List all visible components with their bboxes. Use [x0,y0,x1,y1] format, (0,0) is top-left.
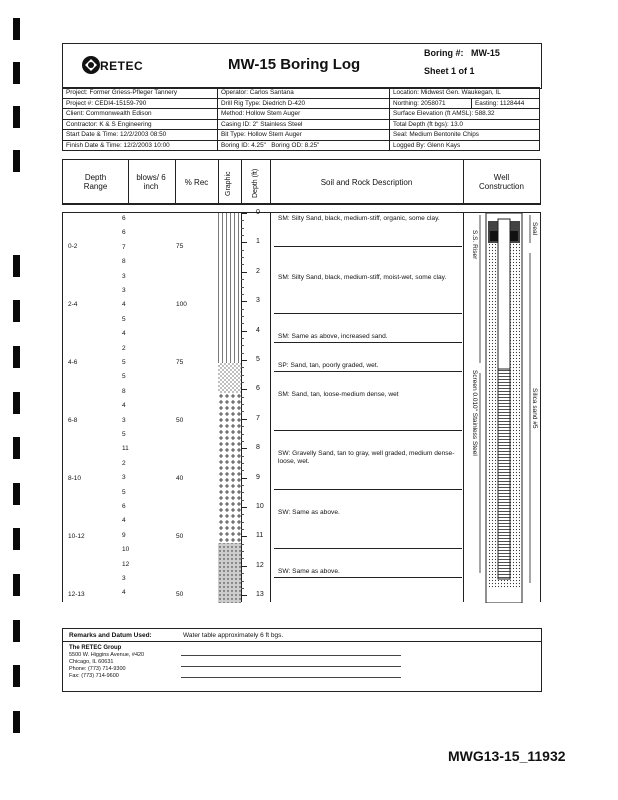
grid-line [62,203,541,204]
retec-logo-icon [80,54,102,76]
recovery: 75 [176,359,184,366]
info-total-depth: Total Depth (ft bgs): 13.0 [390,119,540,130]
depth-minor-tick [241,426,244,427]
info-casing: Casing ID: 2" Stainless Steel [218,119,390,130]
grid-line [540,212,541,602]
binder-mark [13,392,20,414]
binder-mark [13,437,20,459]
soil-graphic [218,213,241,603]
depth-minor-tick [241,588,244,589]
info-method: Method: Hollow Stem Auger [218,109,390,120]
depth-tick [241,213,247,214]
depth-range: 10-12 [68,533,85,540]
depth-minor-tick [241,404,244,405]
soil-sw-pattern [218,393,241,543]
soil-description: SP: Sand, tan, poorly graded, wet. [278,362,379,369]
soil-description: SM: Sand, tan, loose-medium dense, wet [278,391,399,399]
info-client: Client: Commonwealth Edison [63,109,218,120]
remarks-address1: 5500 W. Higgins Avenue, #420 [69,652,145,658]
remarks-text: Water table approximately 6 ft bgs. [183,632,284,639]
soil-description: SW: Same as above. [278,509,340,516]
depth-tick [241,301,247,302]
document-id: MWG13-15_11932 [448,748,566,764]
grid-line [270,212,271,602]
col-graphic-label: Graphic [225,171,232,196]
soil-sm-pattern [218,213,241,363]
description-divider [274,342,462,343]
blow-count: 2 [122,344,126,352]
depth-minor-tick [241,309,244,310]
depth-tick [241,360,247,361]
depth-minor-tick [241,345,244,346]
depth-tick [241,389,247,390]
binder-mark [13,620,20,642]
depth-minor-tick [241,529,244,530]
depth-tick [241,419,247,420]
remarks-line [181,677,401,678]
remarks-label: Remarks and Datum Used: [69,632,152,639]
well-screen [498,369,510,579]
info-surface-elev: Surface Elevation (ft AMSL): 588.32 [390,109,540,120]
depth-minor-tick [241,514,244,515]
soil-description: SW: Same as above. [278,567,340,575]
project-info-table [62,87,540,151]
blow-count: 10 [122,546,130,554]
depth-label: 9 [256,473,260,481]
depth-minor-tick [241,463,244,464]
blow-count: 4 [122,589,126,597]
depth-minor-tick [241,441,244,442]
blow-count: 5 [122,315,126,323]
well-riser [498,219,510,369]
blow-count: 2 [122,459,126,467]
depth-label: 7 [256,414,260,422]
depth-minor-tick [241,375,244,376]
well-screen-label: Screen 0.010" Stainless Steel [471,370,478,456]
depth-minor-tick [241,235,244,236]
depth-label: 3 [256,297,260,305]
binder-mark [13,483,20,505]
blow-count: 5 [122,359,126,366]
depth-tick [241,536,247,537]
blow-count: 6 [122,215,126,222]
col-rec: % Rec [175,159,219,205]
depth-minor-tick [241,397,244,398]
binder-mark [13,255,20,277]
depth-range: 12-13 [68,591,85,598]
depth-label: 12 [256,561,264,569]
well-filter-label: Silica sand #5 [531,388,538,429]
blow-count: 4 [122,301,126,309]
depth-minor-tick [241,522,244,523]
recovery: 50 [176,591,184,598]
depth-minor-tick [241,573,244,574]
blow-count: 7 [122,243,126,251]
depth-minor-tick [241,250,244,251]
depth-minor-tick [241,367,244,368]
recovery: 100 [176,301,187,308]
depth-minor-tick [241,228,244,229]
info-project-no: Project #: CEDI4-15159-790 [63,98,218,109]
info-contractor: Contractor: K & S Engineering [63,119,218,130]
info-easting: Easting: 1128444 [472,98,540,109]
depth-range: 6-8 [68,417,78,424]
depth-minor-tick [241,338,244,339]
soil-sp-pattern [218,363,241,393]
col-description: Soil and Rock Description [270,159,464,205]
binder-mark [13,574,20,596]
soil-description: SW: Gravelly Sand, tan to gray, well graded, medium dense-loose, wet. [278,450,455,466]
blow-count: 5 [122,431,126,438]
info-start: Start Date & Time: 12/2/2003 08:50 [63,130,218,141]
depth-tick [241,507,247,508]
depth-minor-tick [241,279,244,280]
depth-range: 4-6 [68,359,78,366]
info-location: Location: Midwest Gen. Waukegan, IL [390,88,540,99]
depth-minor-tick [241,220,244,221]
depth-label: 4 [256,326,260,334]
depth-tick [241,331,247,332]
depth-tick [241,272,247,273]
blow-count: 5 [122,373,126,381]
binder-mark [13,150,20,172]
depth-minor-tick [241,485,244,486]
depth-label: 0 [256,209,260,216]
recovery: 50 [176,533,184,540]
binder-mark [13,106,20,128]
remarks-fax: Fax: (773) 714-9600 [69,673,119,679]
depth-label: 10 [256,503,264,510]
col-depth-ft-label: Depth (ft) [252,168,259,198]
blow-count: 6 [122,229,126,237]
description-divider [274,313,462,314]
boring-number: Boring #: MW-15 [424,48,500,58]
recovery: 75 [176,243,184,250]
blow-count: 4 [122,402,126,410]
sheet-number: Sheet 1 of 1 [424,66,475,76]
depth-label: 5 [256,356,260,363]
remarks-line [181,655,401,656]
depth-minor-tick [241,411,244,412]
depth-minor-tick [241,323,244,324]
depth-range: 2-4 [68,301,78,308]
blow-count: 6 [122,503,126,510]
depth-minor-tick [241,294,244,295]
blow-count: 3 [122,474,126,482]
blow-count: 8 [122,258,126,266]
blow-count: 3 [122,416,126,424]
blow-count: 4 [122,517,126,525]
soil-sw-fill-pattern [218,543,241,603]
depth-minor-tick [241,316,244,317]
remarks-phone: Phone: (773) 714-9300 [69,666,126,672]
binder-mark [13,62,20,84]
depth-minor-tick [241,264,244,265]
depth-tick [241,242,247,243]
depth-minor-tick [241,470,244,471]
binder-mark [13,346,20,368]
depth-label: 8 [256,444,260,452]
blow-count: 5 [122,488,126,496]
depth-minor-tick [241,456,244,457]
recovery: 40 [176,475,184,482]
col-blows: blows/ 6 inch [127,159,176,205]
blow-count: 12 [122,560,130,568]
depth-minor-tick [241,558,244,559]
remarks-line [181,666,401,667]
remarks-box [62,628,542,692]
binder-mark [13,665,20,687]
soil-description: SM: Same as above, increased sand. [278,332,388,340]
centralizer-right [510,231,518,241]
depth-minor-tick [241,551,244,552]
info-northing: Northing: 2058071 [390,98,472,109]
info-seal: Seal: Medium Bentonite Chips [390,130,540,141]
depth-minor-tick [241,353,244,354]
depth-minor-tick [241,544,244,545]
depth-minor-tick [241,257,244,258]
depth-label: 2 [256,267,260,275]
depth-minor-tick [241,434,244,435]
page-title: MW-15 Boring Log [228,56,361,73]
recovery: 50 [176,417,184,424]
depth-range: 0-2 [68,243,78,250]
depth-tick [241,478,247,479]
soil-description: SM: Silty Sand, black, medium-stiff, organic, some clay. [278,215,440,222]
description-divider [274,548,462,549]
centralizer-left [490,231,498,241]
info-operator: Operator: Carlos Santana [218,88,390,99]
binder-mark [13,300,20,322]
description-divider [274,577,462,578]
blow-count: 9 [122,531,126,539]
blow-count: 4 [122,330,126,338]
info-finish: Finish Date & Time: 12/2/2003 10:00 [63,140,218,151]
description-divider [274,430,462,431]
blow-count: 3 [122,575,126,582]
depth-tick [241,566,247,567]
depth-minor-tick [241,500,244,501]
binder-mark [13,711,20,733]
depth-tick [241,448,247,449]
info-bit-type: Bit Type: Hollow Stem Auger [218,130,390,141]
info-logged-by: Logged By: Glenn Kays [390,140,540,151]
depth-label: 13 [256,591,264,599]
well-riser-label: S.S. Riser [471,230,478,260]
col-well: Well Construction [463,159,541,205]
well-seal-label: Seal [531,222,538,236]
depth-range: 8-10 [68,475,82,482]
grid-line [62,212,63,602]
blow-count: 3 [122,287,126,294]
depth-minor-tick [241,581,244,582]
description-divider [274,489,462,490]
soil-description: SM: Silty Sand, black, medium-stiff, moist-wet, some clay. [278,273,447,281]
blow-count: 3 [122,272,126,280]
binder-mark [13,528,20,550]
remarks-company: The RETEC Group [69,645,122,651]
blow-count: 8 [122,387,126,395]
blow-count: 11 [122,445,129,453]
description-divider [274,371,462,372]
depth-minor-tick [241,287,244,288]
info-project: Project: Former Griess-Pfleger Tannery [63,88,218,99]
depth-label: 11 [256,532,264,540]
binder-mark [13,18,20,40]
remarks-address2: Chicago, IL 60631 [69,659,114,665]
info-boring-id-od: Boring ID: 4.25" Boring OD: 8.25" [218,140,390,151]
company-logo-text: RETEC [100,59,144,73]
depth-tick [241,595,247,596]
depth-label: 6 [256,385,260,393]
description-divider [274,246,462,247]
info-drill-rig: Drill Rig Type: Diedrich D-420 [218,98,390,109]
depth-label: 1 [256,238,260,246]
depth-minor-tick [241,382,244,383]
depth-minor-tick [241,492,244,493]
col-depth-range: Depth Range [62,159,129,205]
